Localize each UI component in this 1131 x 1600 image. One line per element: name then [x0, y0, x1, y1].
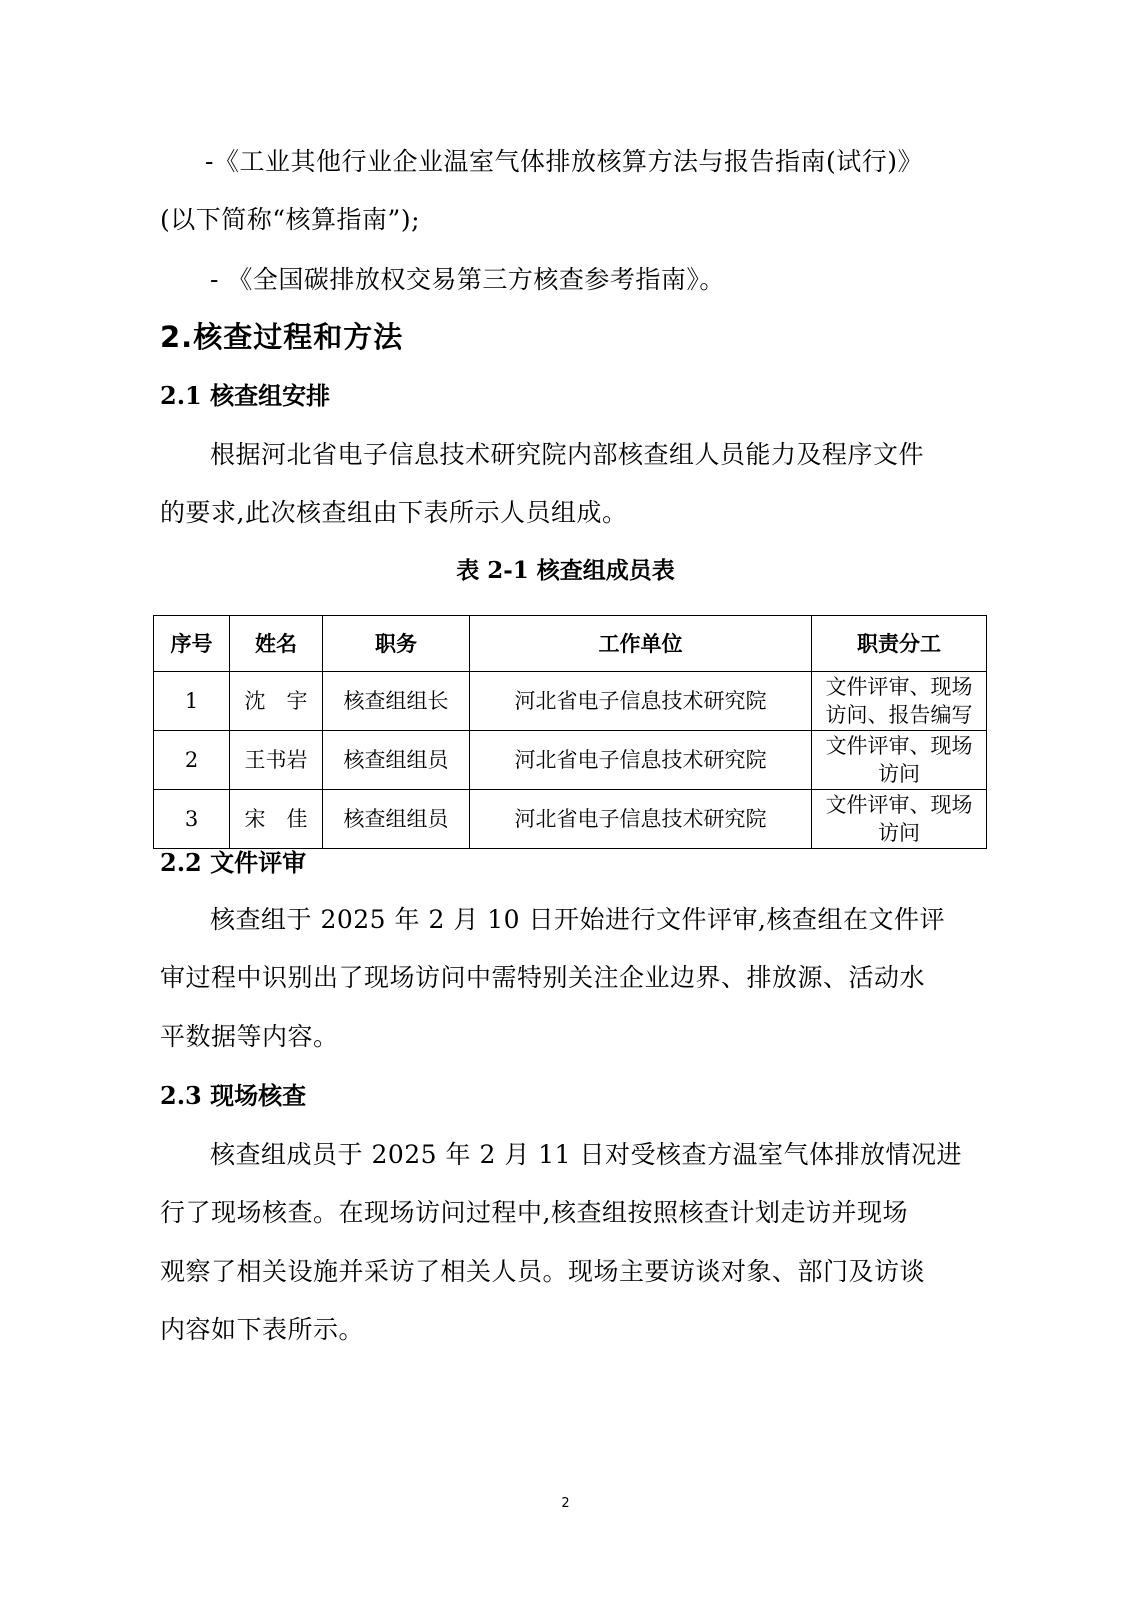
cell-duty-line-1: 文件评审、现场: [825, 793, 973, 817]
cell-name: 宋 佳: [230, 790, 323, 849]
table-caption: 表 2-1 核查组成员表: [456, 557, 675, 584]
header-duty: 职责分工: [812, 616, 987, 672]
cell-organization: 河北省电子信息技术研究院: [470, 790, 812, 849]
cell-position: 核查组组长: [323, 672, 470, 731]
cell-duty-line-1: 文件评审、现场: [825, 675, 973, 699]
section-2-1-heading: 2.1 核查组安排: [160, 381, 331, 410]
cell-duty: [812, 672, 987, 731]
header-position: 职务: [323, 616, 470, 672]
table-row: [154, 731, 987, 790]
header-organization: 工作单位: [470, 616, 812, 672]
section-2-3-heading: 2.3 现场核查: [160, 1081, 307, 1110]
members-table: [153, 615, 987, 849]
header-no: 序号: [154, 616, 230, 672]
cell-duty-line-1: 文件评审、现场: [825, 734, 973, 758]
reference-line-2: - 《全国碳排放权交易第三方核查参考指南》。: [210, 265, 725, 294]
cell-name: 王书岩: [230, 731, 323, 790]
section-2-2-paragraph-line-2: 审过程中识别出了现场访问中需特别关注企业边界、排放源、活动水: [160, 963, 926, 992]
cell-no: 2: [154, 731, 230, 790]
section-2-3-paragraph-line-1: 核查组成员于 2025 年 2 月 11 日对受核查方温室气体排放情况进: [210, 1140, 963, 1169]
reference-line-1-continued: (以下简称“核算指南”);: [160, 205, 420, 234]
cell-organization: 河北省电子信息技术研究院: [470, 731, 812, 790]
section-2-3-paragraph-line-4: 内容如下表所示。: [160, 1315, 365, 1344]
section-2-2-paragraph-line-1: 核查组于 2025 年 2 月 10 日开始进行文件评审,核查组在文件评: [210, 905, 945, 934]
cell-duty-line-2: 访问: [878, 821, 920, 845]
cell-duty-line-2: 访问、报告编写: [825, 703, 973, 727]
section-2-2-paragraph-line-3: 平数据等内容。: [160, 1022, 339, 1051]
cell-position: 核查组组员: [323, 790, 470, 849]
section-2-2-heading: 2.2 文件评审: [160, 848, 307, 877]
cell-position: 核查组组员: [323, 731, 470, 790]
cell-no: 1: [154, 672, 230, 731]
section-2-3-paragraph-line-2: 行了现场核查。在现场访问过程中,核查组按照核查计划走访并现场: [160, 1198, 908, 1227]
cell-organization: 河北省电子信息技术研究院: [470, 672, 812, 731]
cell-duty: [812, 731, 987, 790]
page-number: 2: [561, 1496, 570, 1511]
table-header-row: [154, 616, 987, 672]
reference-line-1: -《工业其他行业企业温室气体排放核算方法与报告指南(试行)》: [205, 147, 923, 176]
cell-name: 沈 宇: [230, 672, 323, 731]
header-name: 姓名: [230, 616, 323, 672]
section-2-3-paragraph-line-3: 观察了相关设施并采访了相关人员。现场主要访谈对象、部门及访谈: [160, 1257, 926, 1286]
section-2-heading: 2.核查过程和方法: [160, 320, 404, 354]
cell-no: 3: [154, 790, 230, 849]
table-row: [154, 790, 987, 849]
section-2-1-paragraph-line-2: 的要求,此次核查组由下表所示人员组成。: [160, 498, 628, 527]
cell-duty: [812, 790, 987, 849]
table-row: [154, 672, 987, 731]
section-2-1-paragraph-line-1: 根据河北省电子信息技术研究院内部核查组人员能力及程序文件: [210, 440, 925, 469]
cell-duty-line-2: 访问: [878, 762, 920, 786]
